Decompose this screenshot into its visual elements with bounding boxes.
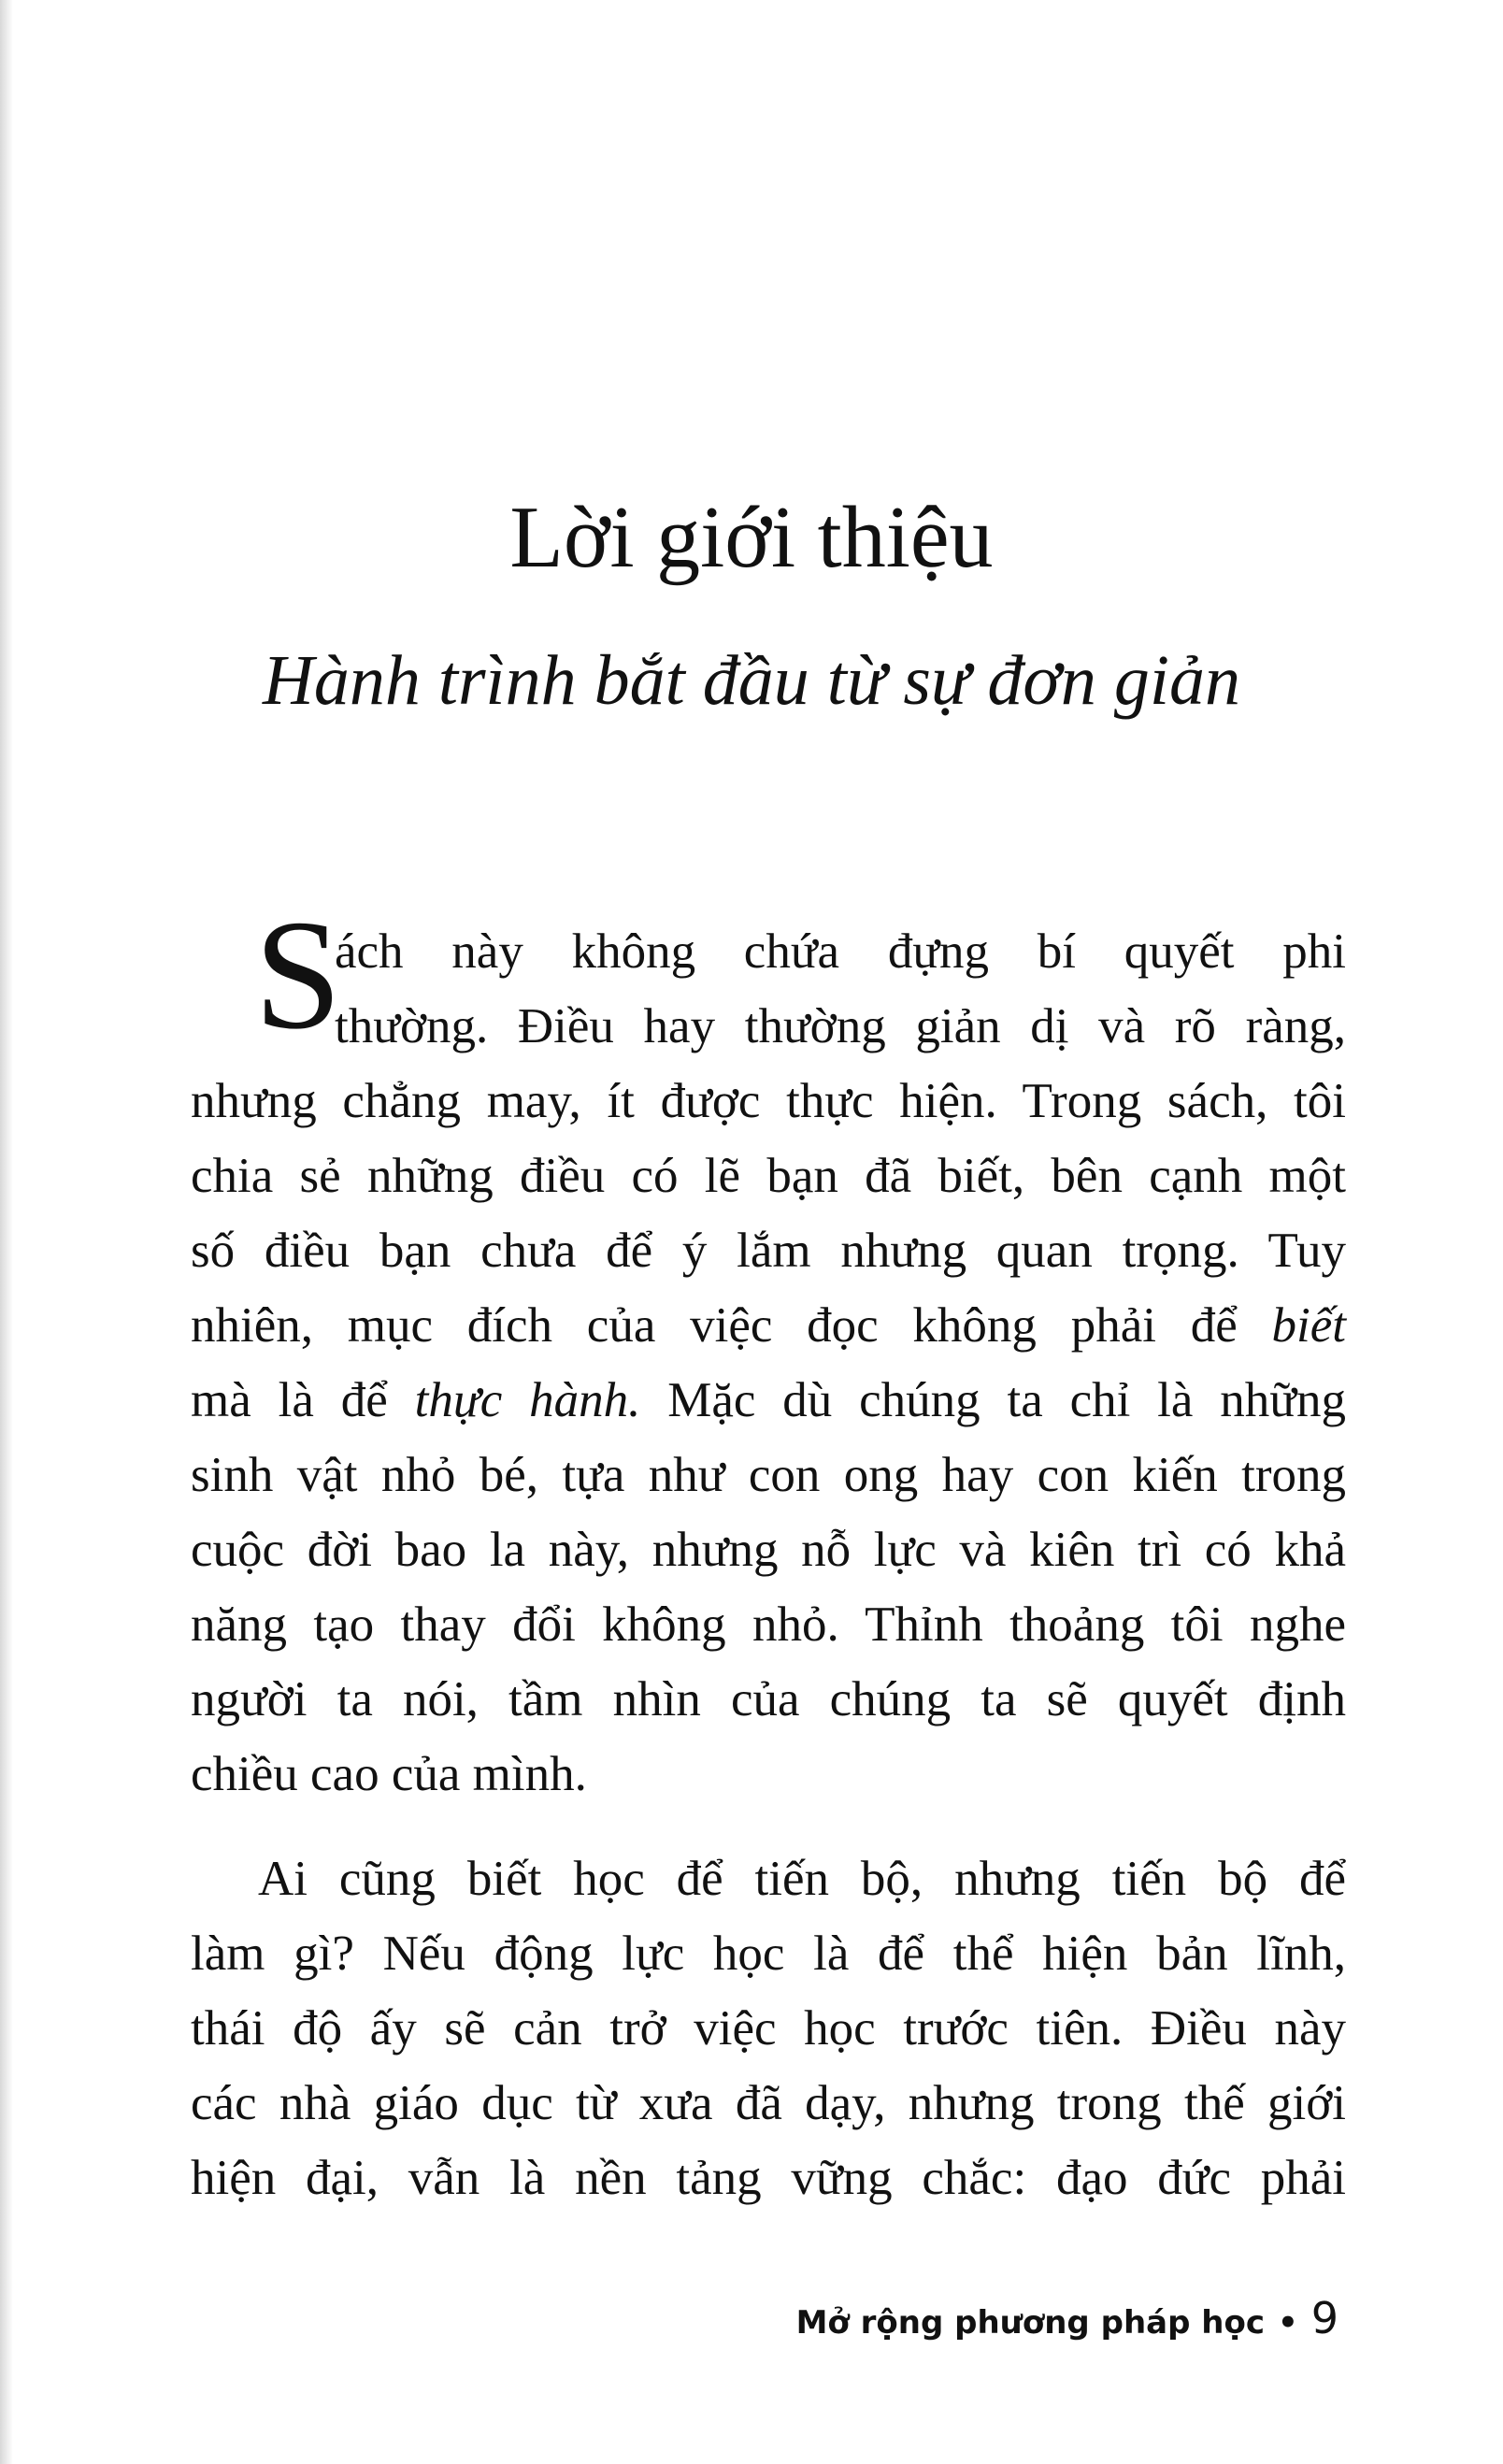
text-line: thường. Điều hay thường giản dị và rõ ràng,	[335, 999, 1346, 1053]
text-line: sinh vật nhỏ bé, tựa như con ong hay con kiến trong	[191, 1448, 1346, 1502]
text-line: số điều bạn chưa để ý lắm nhưng quan trọng. Tuy	[191, 1224, 1346, 1278]
text-line	[191, 1363, 1346, 1438]
text-line: Ai cũng biết học để tiến bộ, nhưng tiến bộ để	[258, 1852, 1346, 1906]
text-line: hiện đại, vẫn là nền tảng vững chắc: đạo đức phải	[191, 2151, 1346, 2205]
emphasis-text: biết	[1271, 1298, 1346, 1353]
text-segment: nhiên, mục đích của việc đọc không phải để	[191, 1298, 1238, 1353]
page-edge-shadow	[0, 0, 13, 2464]
text-line: chia sẻ những điều có lẽ bạn đã biết, bên cạnh một	[191, 1149, 1346, 1203]
text-line	[191, 1288, 1346, 1363]
page-number: 9	[1310, 2293, 1338, 2343]
text-segment: Mặc dù chúng ta chỉ là những	[667, 1373, 1347, 1427]
text-segment: mà là để	[191, 1373, 388, 1427]
text-line: cuộc đời bao la này, nhưng nỗ lực và kiên trì có khả	[191, 1523, 1346, 1577]
drop-cap: S	[254, 888, 342, 1062]
text-line: nhưng chẳng may, ít được thực hiện. Trong sách, tôi	[191, 1074, 1346, 1128]
running-title: Mở rộng phương pháp học	[795, 2304, 1265, 2342]
text-line: làm gì? Nếu động lực học là để thể hiện bản lĩnh,	[191, 1927, 1346, 1981]
emphasis-text: thực hành.	[414, 1373, 641, 1427]
text-line: các nhà giáo dục từ xưa đã dạy, nhưng trong thế giới	[191, 2076, 1346, 2130]
page-footer	[796, 2292, 1338, 2349]
chapter-subtitle: Hành trình bắt đầu từ sự đơn giản	[262, 641, 1241, 720]
text-line: người ta nói, tầm nhìn của chúng ta sẽ quyết định	[191, 1672, 1346, 1726]
bullet-separator: •	[1277, 2304, 1298, 2342]
text-line: năng tạo thay đổi không nhỏ. Thỉnh thoảng tôi nghe	[191, 1597, 1346, 1652]
chapter-title: Lời giới thiệu	[509, 489, 994, 586]
text-line: chiều cao của mình.	[191, 1747, 587, 1801]
text-line: ách này không chứa đựng bí quyết phi	[335, 924, 1346, 979]
text-line: thái độ ấy sẽ cản trở việc học trước tiên. Điều này	[191, 2001, 1346, 2056]
